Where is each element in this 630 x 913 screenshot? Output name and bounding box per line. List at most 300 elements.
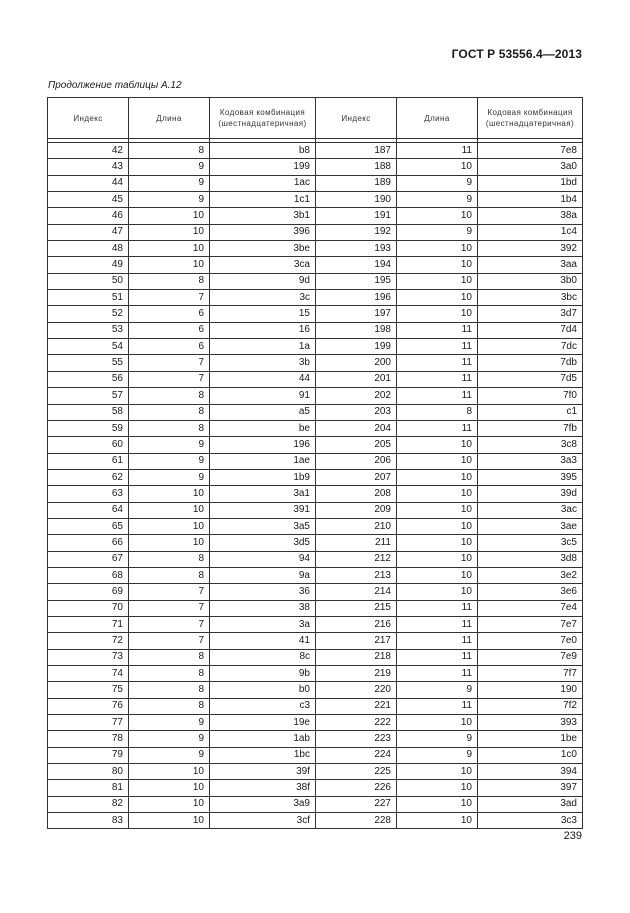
cell-length: 8 bbox=[129, 388, 210, 404]
cell-length: 9 bbox=[129, 175, 210, 191]
cell-index: 75 bbox=[48, 682, 129, 698]
table-row bbox=[48, 192, 583, 208]
cell-length: 8 bbox=[129, 404, 210, 420]
cell-index-2: 195 bbox=[316, 273, 397, 289]
cell-code: 1a bbox=[210, 339, 316, 355]
cell-index: 61 bbox=[48, 453, 129, 469]
cell-length: 8 bbox=[129, 666, 210, 682]
cell-index-2: 223 bbox=[316, 731, 397, 747]
cell-code-2: 3aa bbox=[478, 257, 583, 273]
cell-length: 9 bbox=[129, 715, 210, 731]
cell-code-2: 1c0 bbox=[478, 747, 583, 763]
cell-index: 64 bbox=[48, 502, 129, 518]
cell-code-2: 395 bbox=[478, 469, 583, 485]
cell-index: 59 bbox=[48, 420, 129, 436]
cell-index-2: 214 bbox=[316, 584, 397, 600]
table-row bbox=[48, 600, 583, 616]
table-row bbox=[48, 322, 583, 338]
cell-index-2: 193 bbox=[316, 241, 397, 257]
cell-length: 10 bbox=[129, 241, 210, 257]
cell-code-2: 39d bbox=[478, 486, 583, 502]
cell-length-2: 10 bbox=[397, 715, 478, 731]
cell-code: 41 bbox=[210, 633, 316, 649]
cell-length: 10 bbox=[129, 780, 210, 796]
cell-length: 9 bbox=[129, 469, 210, 485]
cell-index-2: 187 bbox=[316, 143, 397, 159]
cell-code-2: 3b0 bbox=[478, 273, 583, 289]
cell-code-2: 3ac bbox=[478, 502, 583, 518]
table-row bbox=[48, 257, 583, 273]
cell-length-2: 11 bbox=[397, 698, 478, 714]
cell-index-2: 200 bbox=[316, 355, 397, 371]
cell-length: 8 bbox=[129, 567, 210, 583]
cell-code-2: 1bd bbox=[478, 175, 583, 191]
cell-code-2: 7e0 bbox=[478, 633, 583, 649]
cell-code-2: 3e2 bbox=[478, 567, 583, 583]
cell-index-2: 190 bbox=[316, 192, 397, 208]
cell-length-2: 9 bbox=[397, 192, 478, 208]
cell-length-2: 10 bbox=[397, 567, 478, 583]
cell-code-2: 190 bbox=[478, 682, 583, 698]
cell-length-2: 11 bbox=[397, 616, 478, 632]
table-row bbox=[48, 159, 583, 175]
cell-code-2: 1be bbox=[478, 731, 583, 747]
cell-code: 91 bbox=[210, 388, 316, 404]
cell-length: 7 bbox=[129, 584, 210, 600]
cell-index: 74 bbox=[48, 666, 129, 682]
cell-length: 10 bbox=[129, 796, 210, 812]
cell-length-2: 10 bbox=[397, 502, 478, 518]
cell-length-2: 9 bbox=[397, 747, 478, 763]
cell-code: 9a bbox=[210, 567, 316, 583]
cell-index-2: 191 bbox=[316, 208, 397, 224]
column-header-index: Индекс bbox=[48, 98, 129, 139]
cell-index: 62 bbox=[48, 469, 129, 485]
cell-length-2: 10 bbox=[397, 535, 478, 551]
cell-code: 396 bbox=[210, 224, 316, 240]
cell-length: 8 bbox=[129, 420, 210, 436]
cell-length-2: 10 bbox=[397, 159, 478, 175]
table-body bbox=[48, 139, 583, 829]
cell-index-2: 221 bbox=[316, 698, 397, 714]
table-row bbox=[48, 486, 583, 502]
cell-length-2: 9 bbox=[397, 682, 478, 698]
cell-code-2: 3ae bbox=[478, 518, 583, 534]
cell-length-2: 10 bbox=[397, 486, 478, 502]
cell-index: 51 bbox=[48, 290, 129, 306]
cell-length-2: 11 bbox=[397, 322, 478, 338]
table-row bbox=[48, 404, 583, 420]
cell-length: 9 bbox=[129, 731, 210, 747]
cell-length: 8 bbox=[129, 698, 210, 714]
table-row bbox=[48, 813, 583, 829]
cell-code-2: 7dc bbox=[478, 339, 583, 355]
cell-length-2: 11 bbox=[397, 371, 478, 387]
cell-index-2: 205 bbox=[316, 437, 397, 453]
table-row bbox=[48, 208, 583, 224]
cell-length: 10 bbox=[129, 224, 210, 240]
cell-index-2: 194 bbox=[316, 257, 397, 273]
cell-code: 1c1 bbox=[210, 192, 316, 208]
cell-code-2: 3bc bbox=[478, 290, 583, 306]
cell-index: 56 bbox=[48, 371, 129, 387]
cell-code-2: 7e4 bbox=[478, 600, 583, 616]
cell-code: 1ae bbox=[210, 453, 316, 469]
cell-length-2: 10 bbox=[397, 813, 478, 829]
cell-index-2: 207 bbox=[316, 469, 397, 485]
table-row bbox=[48, 747, 583, 763]
column-header-index-2: Индекс bbox=[316, 98, 397, 139]
cell-length: 7 bbox=[129, 616, 210, 632]
cell-index-2: 198 bbox=[316, 322, 397, 338]
cell-code-2: 7d5 bbox=[478, 371, 583, 387]
table-row bbox=[48, 306, 583, 322]
page-number: 239 bbox=[563, 830, 582, 842]
table-header-row bbox=[48, 98, 583, 139]
cell-index-2: 226 bbox=[316, 780, 397, 796]
cell-index: 65 bbox=[48, 518, 129, 534]
cell-code: b0 bbox=[210, 682, 316, 698]
cell-length-2: 9 bbox=[397, 731, 478, 747]
cell-length: 6 bbox=[129, 322, 210, 338]
cell-length-2: 11 bbox=[397, 143, 478, 159]
column-header-length-2: Длина bbox=[397, 98, 478, 139]
cell-index-2: 215 bbox=[316, 600, 397, 616]
cell-code: 3a1 bbox=[210, 486, 316, 502]
cell-length-2: 10 bbox=[397, 208, 478, 224]
cell-index-2: 209 bbox=[316, 502, 397, 518]
cell-index-2: 225 bbox=[316, 764, 397, 780]
cell-code: 1ab bbox=[210, 731, 316, 747]
cell-code: 19e bbox=[210, 715, 316, 731]
table-row bbox=[48, 241, 583, 257]
table-caption: Продолжение таблицы А.12 bbox=[48, 80, 182, 91]
cell-length-2: 8 bbox=[397, 404, 478, 420]
cell-length-2: 11 bbox=[397, 633, 478, 649]
cell-index: 48 bbox=[48, 241, 129, 257]
cell-code-2: c1 bbox=[478, 404, 583, 420]
cell-code-2: 7fb bbox=[478, 420, 583, 436]
cell-length: 7 bbox=[129, 371, 210, 387]
column-header-length: Длина bbox=[129, 98, 210, 139]
cell-index-2: 217 bbox=[316, 633, 397, 649]
cell-index-2: 227 bbox=[316, 796, 397, 812]
cell-index: 73 bbox=[48, 649, 129, 665]
cell-index-2: 210 bbox=[316, 518, 397, 534]
table-row bbox=[48, 616, 583, 632]
cell-length-2: 11 bbox=[397, 339, 478, 355]
cell-length-2: 10 bbox=[397, 437, 478, 453]
code-table bbox=[47, 97, 583, 829]
cell-code: 38f bbox=[210, 780, 316, 796]
cell-code: 3b1 bbox=[210, 208, 316, 224]
cell-index-2: 196 bbox=[316, 290, 397, 306]
cell-length-2: 10 bbox=[397, 518, 478, 534]
table-row bbox=[48, 666, 583, 682]
cell-index-2: 201 bbox=[316, 371, 397, 387]
cell-index: 80 bbox=[48, 764, 129, 780]
cell-index-2: 211 bbox=[316, 535, 397, 551]
cell-length: 8 bbox=[129, 551, 210, 567]
cell-code: 38 bbox=[210, 600, 316, 616]
cell-index-2: 197 bbox=[316, 306, 397, 322]
cell-length-2: 9 bbox=[397, 175, 478, 191]
cell-length: 10 bbox=[129, 257, 210, 273]
cell-index-2: 219 bbox=[316, 666, 397, 682]
cell-code-2: 3c5 bbox=[478, 535, 583, 551]
cell-index-2: 188 bbox=[316, 159, 397, 175]
cell-index: 71 bbox=[48, 616, 129, 632]
cell-code-2: 7e8 bbox=[478, 143, 583, 159]
table-row bbox=[48, 224, 583, 240]
cell-code: 3d5 bbox=[210, 535, 316, 551]
cell-length: 9 bbox=[129, 159, 210, 175]
cell-code: b8 bbox=[210, 143, 316, 159]
cell-index: 83 bbox=[48, 813, 129, 829]
cell-length: 9 bbox=[129, 453, 210, 469]
cell-length: 10 bbox=[129, 208, 210, 224]
cell-length: 10 bbox=[129, 813, 210, 829]
table-row bbox=[48, 453, 583, 469]
cell-length: 6 bbox=[129, 306, 210, 322]
cell-index-2: 208 bbox=[316, 486, 397, 502]
table-row bbox=[48, 567, 583, 583]
cell-length-2: 10 bbox=[397, 273, 478, 289]
cell-code-2: 3ad bbox=[478, 796, 583, 812]
cell-code: 196 bbox=[210, 437, 316, 453]
cell-code-2: 7e7 bbox=[478, 616, 583, 632]
table-row bbox=[48, 502, 583, 518]
cell-index: 66 bbox=[48, 535, 129, 551]
cell-length-2: 10 bbox=[397, 551, 478, 567]
table-row bbox=[48, 388, 583, 404]
cell-index: 70 bbox=[48, 600, 129, 616]
table-row bbox=[48, 290, 583, 306]
cell-index-2: 228 bbox=[316, 813, 397, 829]
cell-length-2: 11 bbox=[397, 388, 478, 404]
table-row bbox=[48, 143, 583, 159]
cell-index: 49 bbox=[48, 257, 129, 273]
cell-index: 57 bbox=[48, 388, 129, 404]
cell-code-2: 38a bbox=[478, 208, 583, 224]
column-header-code-2: Кодовая комбинация (шестнадцатеричная) bbox=[478, 98, 583, 139]
cell-index-2: 213 bbox=[316, 567, 397, 583]
cell-code: 9d bbox=[210, 273, 316, 289]
table-row bbox=[48, 355, 583, 371]
cell-length-2: 10 bbox=[397, 306, 478, 322]
cell-code: 391 bbox=[210, 502, 316, 518]
cell-index: 78 bbox=[48, 731, 129, 747]
cell-length-2: 10 bbox=[397, 290, 478, 306]
cell-index-2: 206 bbox=[316, 453, 397, 469]
cell-index-2: 220 bbox=[316, 682, 397, 698]
table-row bbox=[48, 698, 583, 714]
cell-code: 1bc bbox=[210, 747, 316, 763]
cell-code: be bbox=[210, 420, 316, 436]
cell-index: 54 bbox=[48, 339, 129, 355]
cell-code: 3cf bbox=[210, 813, 316, 829]
cell-index: 58 bbox=[48, 404, 129, 420]
cell-code-2: 3c8 bbox=[478, 437, 583, 453]
cell-code: 36 bbox=[210, 584, 316, 600]
cell-index: 50 bbox=[48, 273, 129, 289]
cell-index-2: 192 bbox=[316, 224, 397, 240]
cell-index: 67 bbox=[48, 551, 129, 567]
cell-index-2: 222 bbox=[316, 715, 397, 731]
cell-length: 8 bbox=[129, 682, 210, 698]
cell-index: 53 bbox=[48, 322, 129, 338]
cell-code-2: 397 bbox=[478, 780, 583, 796]
cell-length: 8 bbox=[129, 273, 210, 289]
cell-code-2: 7db bbox=[478, 355, 583, 371]
table-row bbox=[48, 420, 583, 436]
table-row bbox=[48, 551, 583, 567]
cell-length: 10 bbox=[129, 764, 210, 780]
cell-code: 3be bbox=[210, 241, 316, 257]
cell-length: 9 bbox=[129, 437, 210, 453]
cell-length-2: 10 bbox=[397, 780, 478, 796]
cell-code: 1b9 bbox=[210, 469, 316, 485]
cell-code-2: 3c3 bbox=[478, 813, 583, 829]
cell-code: 1ac bbox=[210, 175, 316, 191]
table-row bbox=[48, 731, 583, 747]
cell-index-2: 204 bbox=[316, 420, 397, 436]
cell-code: 39f bbox=[210, 764, 316, 780]
cell-length-2: 10 bbox=[397, 241, 478, 257]
table-row bbox=[48, 633, 583, 649]
cell-length: 9 bbox=[129, 747, 210, 763]
table-row bbox=[48, 796, 583, 812]
cell-code: 199 bbox=[210, 159, 316, 175]
cell-code-2: 393 bbox=[478, 715, 583, 731]
cell-code-2: 3d7 bbox=[478, 306, 583, 322]
cell-length-2: 10 bbox=[397, 257, 478, 273]
cell-code: 3ca bbox=[210, 257, 316, 273]
cell-length: 8 bbox=[129, 649, 210, 665]
cell-index: 46 bbox=[48, 208, 129, 224]
cell-index: 47 bbox=[48, 224, 129, 240]
cell-length: 7 bbox=[129, 355, 210, 371]
cell-index: 44 bbox=[48, 175, 129, 191]
table-row bbox=[48, 715, 583, 731]
cell-index: 52 bbox=[48, 306, 129, 322]
table-row bbox=[48, 764, 583, 780]
cell-index: 60 bbox=[48, 437, 129, 453]
cell-index: 55 bbox=[48, 355, 129, 371]
cell-code-2: 3a0 bbox=[478, 159, 583, 175]
cell-code-2: 7d4 bbox=[478, 322, 583, 338]
table-row bbox=[48, 518, 583, 534]
cell-code-2: 3a3 bbox=[478, 453, 583, 469]
table-row bbox=[48, 780, 583, 796]
cell-length-2: 11 bbox=[397, 420, 478, 436]
cell-length-2: 10 bbox=[397, 764, 478, 780]
table-row bbox=[48, 682, 583, 698]
cell-index: 42 bbox=[48, 143, 129, 159]
cell-code-2: 7e9 bbox=[478, 649, 583, 665]
cell-length-2: 10 bbox=[397, 469, 478, 485]
cell-index: 77 bbox=[48, 715, 129, 731]
cell-length-2: 10 bbox=[397, 796, 478, 812]
cell-index-2: 203 bbox=[316, 404, 397, 420]
cell-code: 9b bbox=[210, 666, 316, 682]
table-row bbox=[48, 584, 583, 600]
cell-length: 7 bbox=[129, 290, 210, 306]
cell-code: 94 bbox=[210, 551, 316, 567]
cell-length-2: 11 bbox=[397, 666, 478, 682]
cell-index: 82 bbox=[48, 796, 129, 812]
cell-code: 3a5 bbox=[210, 518, 316, 534]
cell-code: 44 bbox=[210, 371, 316, 387]
cell-length: 10 bbox=[129, 502, 210, 518]
cell-index: 79 bbox=[48, 747, 129, 763]
cell-length-2: 9 bbox=[397, 224, 478, 240]
document-code-header: ГОСТ Р 53556.4—2013 bbox=[451, 47, 582, 61]
cell-index: 76 bbox=[48, 698, 129, 714]
cell-length: 10 bbox=[129, 486, 210, 502]
cell-code: 3b bbox=[210, 355, 316, 371]
cell-length-2: 11 bbox=[397, 600, 478, 616]
column-header-code: Кодовая комбинация (шестнадцатеричная) bbox=[210, 98, 316, 139]
cell-index-2: 216 bbox=[316, 616, 397, 632]
cell-index: 68 bbox=[48, 567, 129, 583]
cell-code: 3a9 bbox=[210, 796, 316, 812]
table-row bbox=[48, 437, 583, 453]
cell-code: a5 bbox=[210, 404, 316, 420]
cell-code: 3c bbox=[210, 290, 316, 306]
cell-length: 9 bbox=[129, 192, 210, 208]
cell-length: 6 bbox=[129, 339, 210, 355]
cell-code: 3a bbox=[210, 616, 316, 632]
table-row bbox=[48, 273, 583, 289]
cell-length: 7 bbox=[129, 633, 210, 649]
cell-length-2: 11 bbox=[397, 355, 478, 371]
table-row bbox=[48, 469, 583, 485]
table-row bbox=[48, 649, 583, 665]
cell-index: 63 bbox=[48, 486, 129, 502]
cell-length: 10 bbox=[129, 535, 210, 551]
cell-index-2: 218 bbox=[316, 649, 397, 665]
cell-code: 16 bbox=[210, 322, 316, 338]
table-row bbox=[48, 535, 583, 551]
cell-index: 43 bbox=[48, 159, 129, 175]
cell-code-2: 1b4 bbox=[478, 192, 583, 208]
cell-code: 8c bbox=[210, 649, 316, 665]
cell-index: 69 bbox=[48, 584, 129, 600]
table-row bbox=[48, 175, 583, 191]
cell-length: 8 bbox=[129, 143, 210, 159]
cell-code-2: 1c4 bbox=[478, 224, 583, 240]
cell-length: 7 bbox=[129, 600, 210, 616]
cell-code-2: 7f2 bbox=[478, 698, 583, 714]
table-row bbox=[48, 339, 583, 355]
cell-index-2: 224 bbox=[316, 747, 397, 763]
cell-length: 10 bbox=[129, 518, 210, 534]
cell-index-2: 212 bbox=[316, 551, 397, 567]
cell-code-2: 392 bbox=[478, 241, 583, 257]
table-row bbox=[48, 371, 583, 387]
cell-index: 45 bbox=[48, 192, 129, 208]
cell-index-2: 199 bbox=[316, 339, 397, 355]
cell-length-2: 11 bbox=[397, 649, 478, 665]
cell-code: c3 bbox=[210, 698, 316, 714]
cell-index-2: 202 bbox=[316, 388, 397, 404]
cell-code-2: 7f7 bbox=[478, 666, 583, 682]
cell-code-2: 7f0 bbox=[478, 388, 583, 404]
cell-length-2: 10 bbox=[397, 453, 478, 469]
cell-code: 15 bbox=[210, 306, 316, 322]
cell-length-2: 10 bbox=[397, 584, 478, 600]
